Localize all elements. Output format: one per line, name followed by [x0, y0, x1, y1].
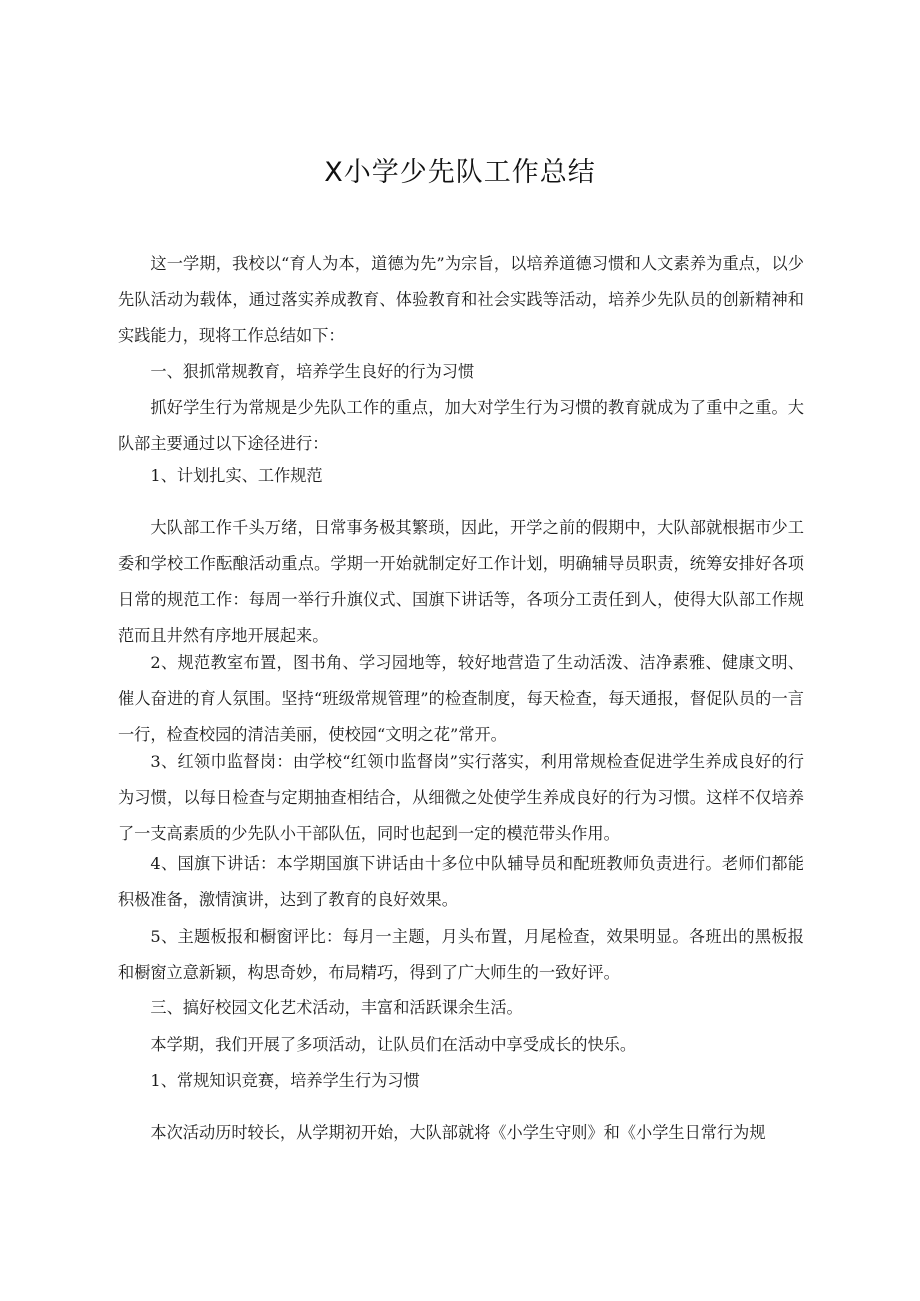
paragraph-item-4: 4、国旗下讲话：本学期国旗下讲话由十多位中队辅导员和配班教师负责进行。老师们都能积极准备，激情演讲，达到了教育的良好效果。	[118, 854, 804, 909]
paragraph-item-5: 5、主题板报和橱窗评比：每月一主题，月头布置，月尾检查，效果明显。各班出的黑板报和橱窗立意新颖，构思奇妙，布局精巧，得到了广大师生的一致好评。	[118, 927, 804, 982]
paragraph-item-3: 3、红领巾监督岗：由学校“红领巾监督岗”实行落实，利用常规检查促进学生养成良好的行为习惯，以每日检查与定期抽查相结合，从细微之处使学生养成良好的行为习惯。这样不仅培养了一支高素质的少先队小干部队伍，同时也起到一定的模范带头作用。	[118, 752, 804, 843]
section-heading-1: 一、狠抓常规教育，培养学生良好的行为习惯	[150, 362, 475, 381]
paragraph-item-2: 2、规范教室布置，图书角、学习园地等，较好地营造了生动活泼、洁净素雅、健康文明、催人奋进的育人氛围。坚持“班级常规管理”的检查制度，每天检查，每天通报，督促队员的一言一行，检查校园的清洁美丽，使校园“文明之花”常开。	[118, 653, 804, 744]
paragraph-behavior: 抓好学生行为常规是少先队工作的重点，加大对学生行为习惯的教育就成为了重中之重。大队部主要通过以下途径进行：	[118, 398, 804, 453]
paragraph-item-1: 大队部工作千头万绪，日常事务极其繁琐，因此，开学之前的假期中，大队部就根据市少工委和学校工作酝酿活动重点。学期一开始就制定好工作计划，明确辅导员职责，统筹安排好各项日常的规范工作：每周一举行升旗仪式、国旗下讲话等，各项分工责任到人，使得大队部工作规范而且井然有序地开展起来。	[118, 518, 804, 645]
paragraph-competition: 本次活动历时较长，从学期初开始，大队部就将《小学生守则》和《小学生日常行为规	[150, 1123, 766, 1142]
section-heading-3: 三、搞好校园文化艺术活动，丰富和活跃课余生活。	[150, 998, 523, 1017]
document-title: X小学少先队工作总结	[324, 157, 596, 188]
item-heading-competition: 1、常规知识竞赛，培养学生行为习惯	[150, 1071, 420, 1090]
paragraph-intro: 这一学期，我校以“育人为本，道德为先”为宗旨，以培养道德习惯和人文素养为重点，以少先队活动为载体，通过落实养成教育、体验教育和社会实践等活动，培养少先队员的创新精神和实践能力，现将工作总结如下：	[118, 254, 804, 345]
item-heading-1: 1、计划扎实、工作规范	[150, 466, 323, 485]
paragraph-activities: 本学期，我们开展了多项活动，让队员们在活动中享受成长的快乐。	[150, 1035, 637, 1054]
